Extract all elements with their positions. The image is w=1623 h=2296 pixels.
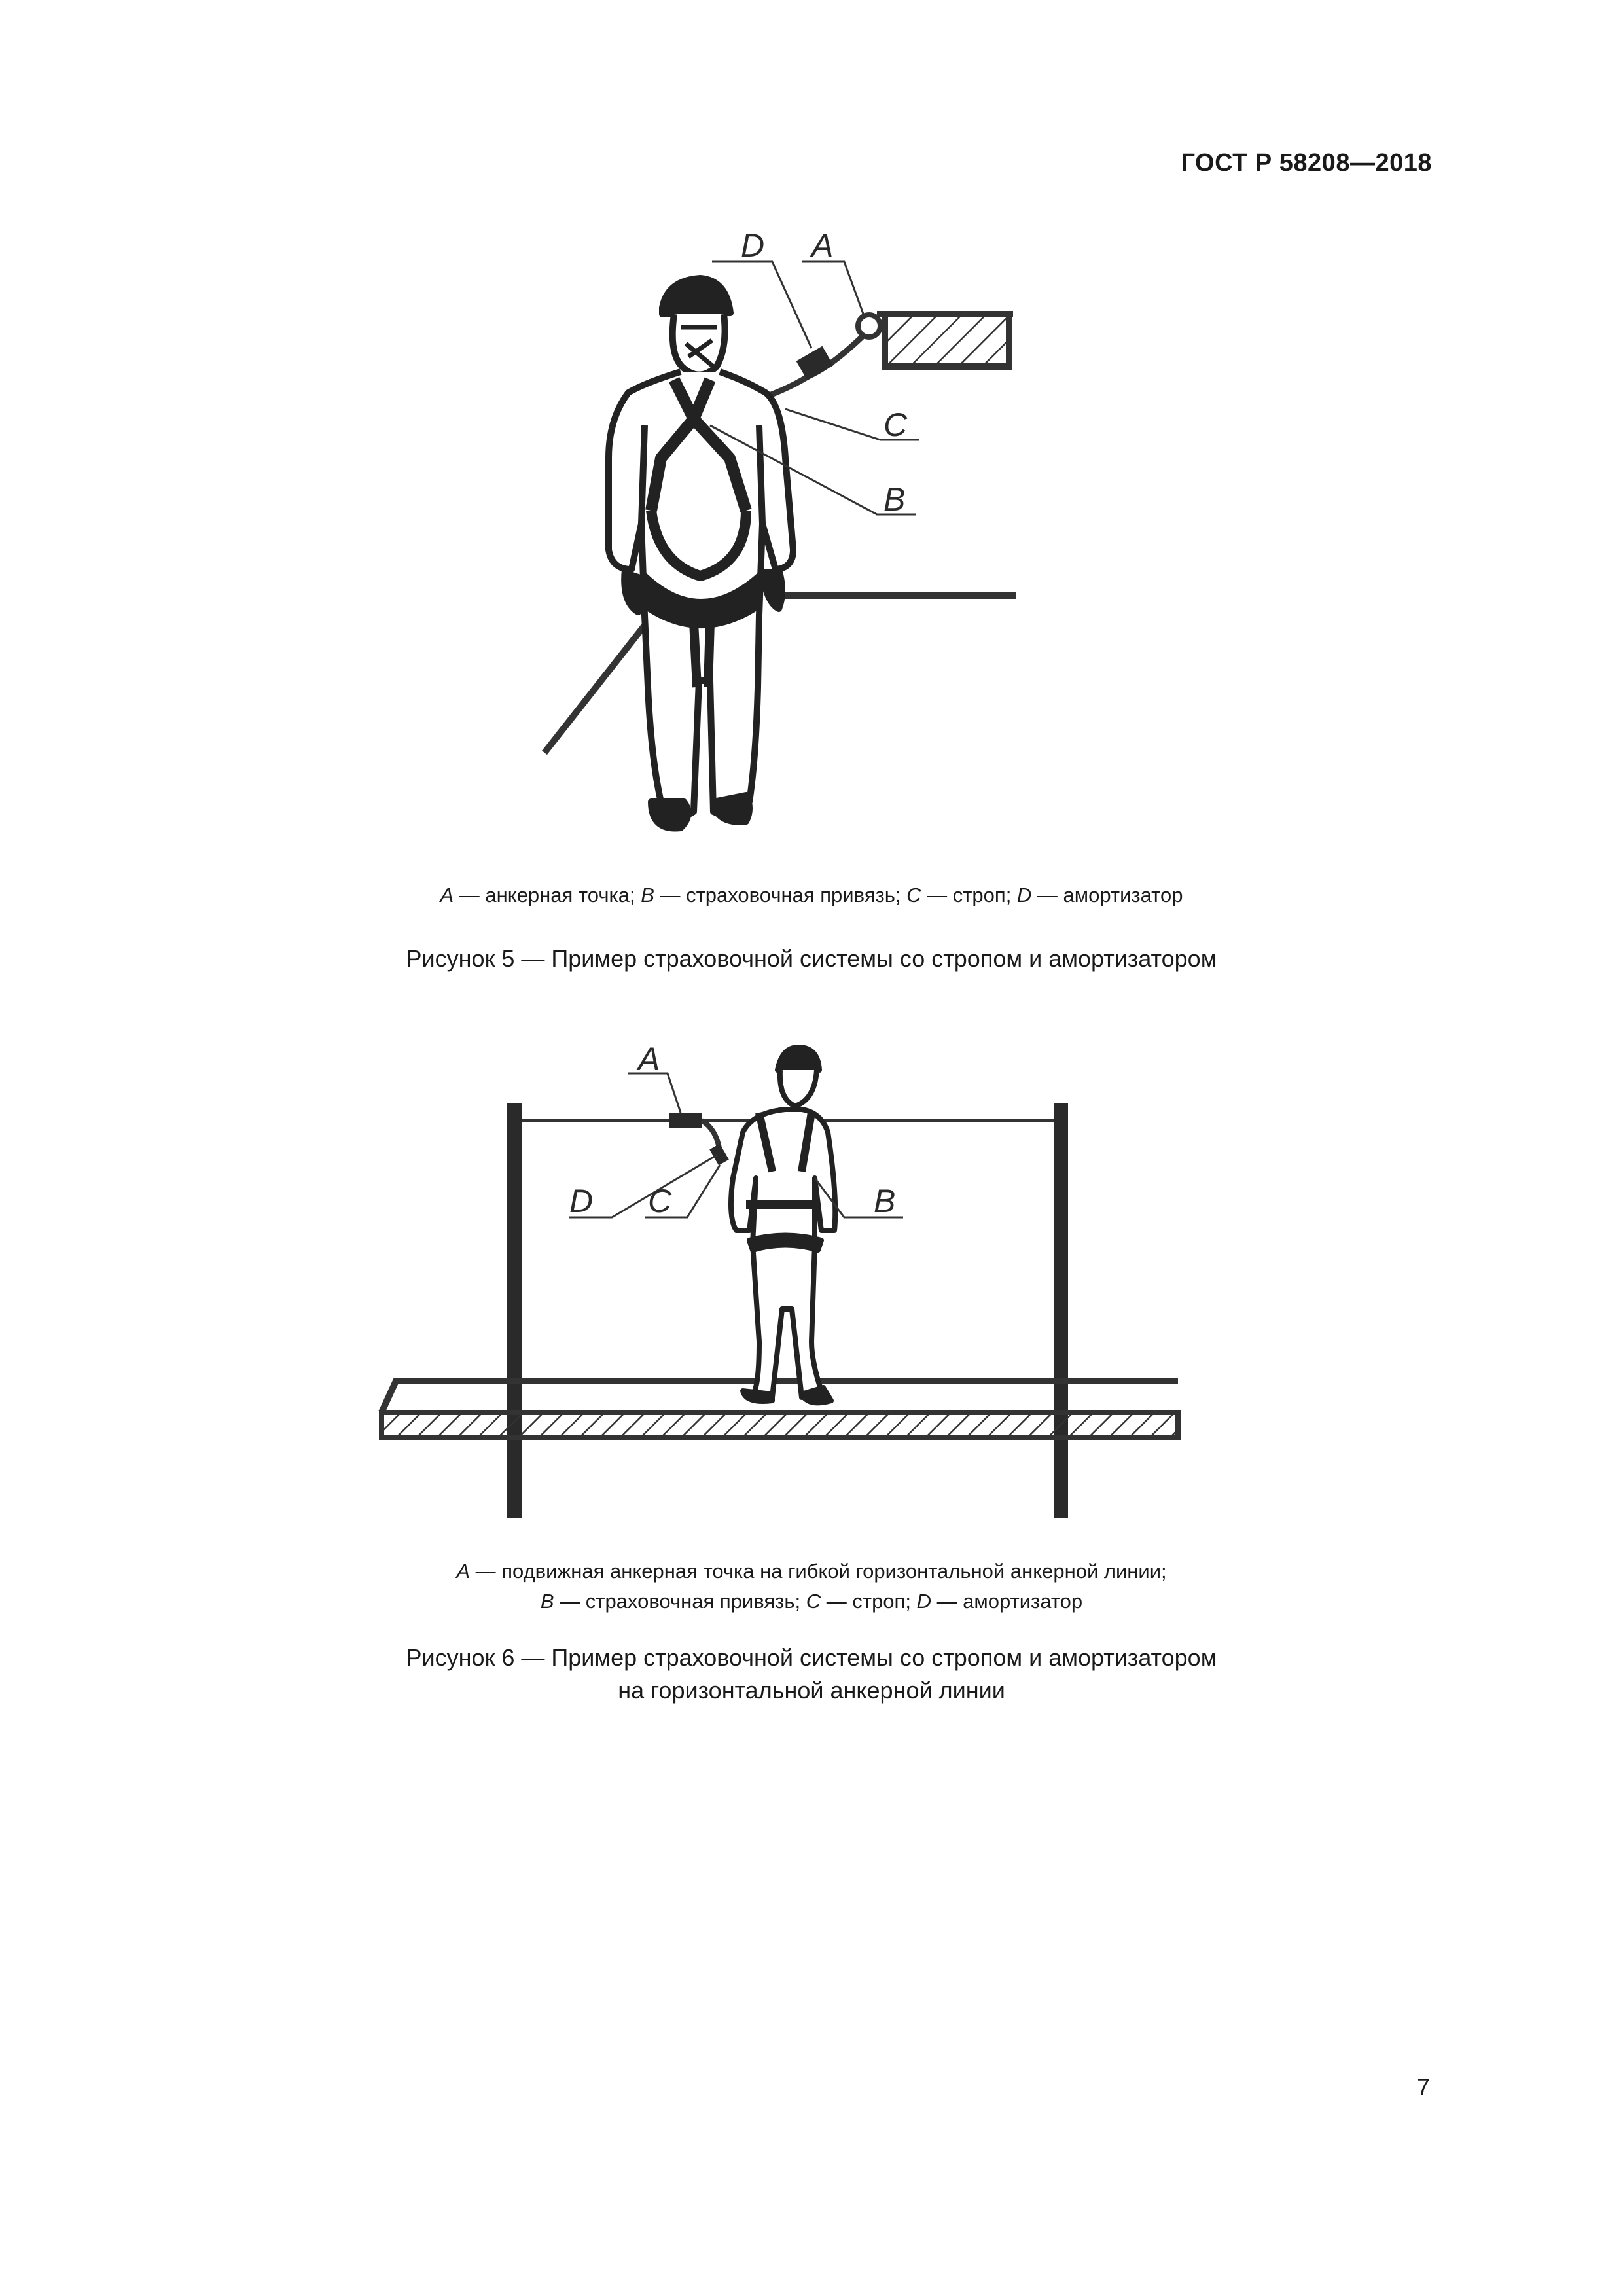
fig6-legend-text-a: — подвижная анкерная точка на гибкой горизонтальной анкерной линии; — [470, 1560, 1167, 1583]
figure-6-legend — [0, 1556, 1623, 1617]
document-standard-header: ГОСТ Р 58208—2018 — [1181, 149, 1432, 177]
figure-5-illustration — [0, 0, 1623, 864]
fig6-legend-key-a: A — [456, 1560, 471, 1583]
fig5-label-a: A — [812, 227, 834, 264]
fig5-legend-key-b: B — [641, 884, 654, 906]
fig5-legend-key-a: A — [440, 884, 454, 906]
fig6-platform-deck — [382, 1412, 1178, 1437]
fig6-right-post — [1054, 1103, 1068, 1518]
fig5-label-d: D — [741, 227, 765, 264]
fig5-energy-absorber — [796, 346, 834, 380]
fig5-label-b: B — [883, 481, 906, 518]
fig5-legend-text-b: — страховочная привязь; — [654, 884, 907, 906]
fig6-worker — [731, 1047, 835, 1403]
figure-6-caption — [0, 1641, 1623, 1707]
fig6-legend-line-2 — [0, 1587, 1623, 1617]
fig6-leader-a — [628, 1073, 681, 1113]
fig5-legend-key-c: C — [906, 884, 921, 906]
fig5-label-c: C — [883, 406, 908, 443]
fig6-caption-line-1: Рисунок 6 — Пример страховочной системы со стропом и амортизатором — [406, 1644, 1217, 1671]
fig6-label-b: B — [874, 1183, 896, 1219]
fig6-legend-text-c: — строп; — [821, 1590, 917, 1613]
fig6-mobile-anchor — [669, 1113, 702, 1128]
fig5-leader-a — [802, 262, 864, 315]
figure-5-legend — [0, 880, 1623, 910]
figure-6-illustration — [0, 1021, 1623, 1532]
fig6-legend-key-b: B — [540, 1590, 554, 1613]
fig5-worker — [609, 278, 793, 829]
fig5-slope-line — [544, 609, 658, 753]
fig6-label-c: C — [648, 1183, 672, 1219]
fig6-label-a: A — [638, 1041, 660, 1077]
fig6-legend-key-c: C — [806, 1590, 821, 1613]
fig6-legend-text-d: — амортизатор — [931, 1590, 1083, 1613]
fig6-legend-key-d: D — [916, 1590, 931, 1613]
fig6-energy-absorber — [709, 1143, 729, 1165]
fig6-label-d: D — [569, 1183, 594, 1219]
fig5-structure-beam — [885, 314, 1009, 367]
fig5-legend-key-d: D — [1016, 884, 1032, 906]
fig5-legend-text-d: — амортизатор — [1031, 884, 1183, 906]
fig5-legend-text-a: — анкерная точка; — [454, 884, 641, 906]
fig6-legend-line-1 — [0, 1556, 1623, 1587]
fig6-caption-line-2: на горизонтальной анкерной линии — [618, 1677, 1005, 1704]
fig6-left-post — [507, 1103, 522, 1518]
page-number: 7 — [1416, 2073, 1430, 2100]
fig5-legend-text-c: — строп; — [921, 884, 1017, 906]
figure-5-caption: Рисунок 5 — Пример страховочной системы со стропом и амортизатором — [406, 945, 1217, 972]
fig6-legend-text-b: — страховочная привязь; — [554, 1590, 806, 1613]
